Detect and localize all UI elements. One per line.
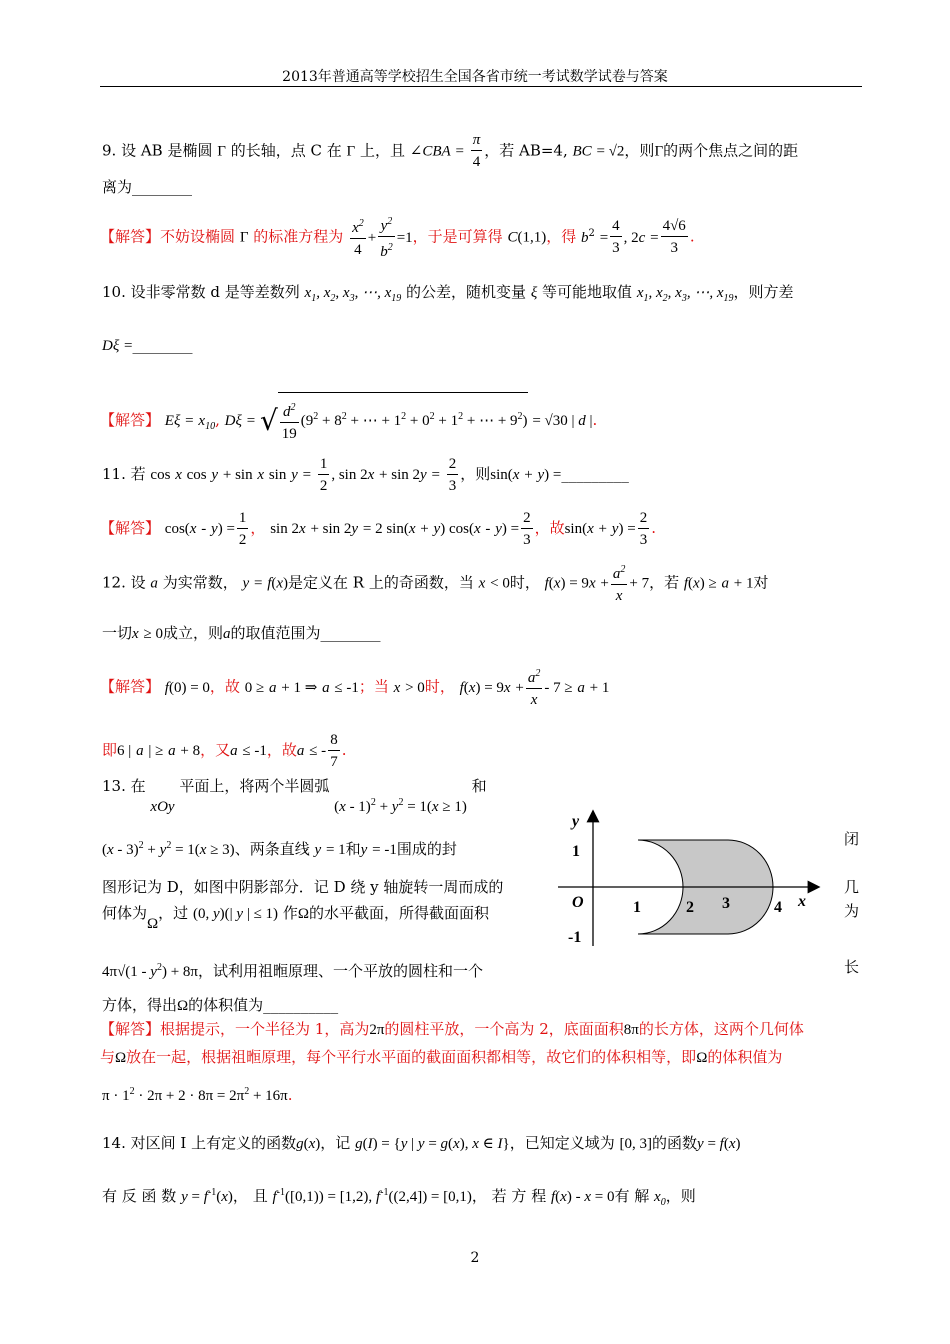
x-tick-3: 3: [722, 895, 730, 912]
question-13-line6: 方体，得出Ω的体积值为__________: [102, 996, 339, 1014]
x-tick-2: 2: [686, 899, 694, 916]
answer-11: 【解答】 cos(x - y) = $\frac{1}{2}$ ， sin 2x + sin 2y = 2 sin(x + y) cos(x - y) = $\frac{2}{3}$ ，故sin(x + y) = $\frac{2}{3}$ .: [100, 509, 656, 548]
x-tick-1: 1: [633, 899, 641, 916]
y-tick-1: 1: [572, 843, 580, 860]
y-tick-neg1: -1: [568, 929, 582, 946]
question-13-text-ji: 几: [844, 878, 860, 896]
question-9-line2: 离为________: [102, 178, 193, 196]
question-9-line1: 9. 设 AB 是椭圆 Γ 的长轴，点 C 在 Γ 上，且 ∠CBA = $\frac{\pi}{4}$ ，若 AB=4, BC = √2，则Γ的两个焦点之间的距: [102, 132, 799, 170]
question-10-line2: Dξ =________: [102, 336, 193, 354]
question-13-text-wei: 为: [844, 902, 860, 920]
answer-10: 【解答】 $E\xi = x_{10}$, Dξ = √ $\frac{d^2}{19}$ ($9^2 + 8^2$ + ⋯ + $1^2 + 0^2 + 1^2$ + ⋯ + $9^2) = √30$ | d |.: [100, 392, 597, 449]
question-11: 11. 若 cos x cos y + sin x sin y = $\frac{1}{2}$ , sin 2x + sin 2y = $\frac{2}{3}$ ，则sin(x + y) =_________: [102, 455, 629, 494]
answer-13-line2: 与Ω放在一起，根据祖暅原理，每个平行水平面的截面面积都相等，故它们的体积相等，即Ω的体积值为: [100, 1048, 783, 1066]
question-14-line2: 有 反 函 数 $y = f^{-1}(x)$， 且 $f^{-1}([0,1)) = [1,2)$, $f^{-1}((2,4]) = [0,1)$， 若 方 程 f(x) - x = 0有 解 $x_0$，则: [102, 1187, 696, 1208]
y-axis-label: y: [572, 813, 580, 830]
question-14-line1: 14. 对区间 I 上有定义的函数g(x)，记 g(I) = {y | y = g(x), x ∈ I}，已知定义域为 [0, 3]的函数y = f(x): [102, 1134, 741, 1152]
answer-13-line3: $\pi \cdot 1^2 \cdot 2\pi + 2 \cdot 8\pi = 2\pi^2 + 16\pi$.: [102, 1086, 293, 1104]
x-tick-4: 4: [774, 899, 782, 916]
question-13-text-bi: 闭: [844, 830, 860, 848]
answer-12-line1: 【解答】 f(0) = 0，故 0 ≥ a + 1 ⇒ a ≤ -1；当 x > 0时， f(x) = 9x + $\frac{a^2}{x}$ - 7 ≥ a + 1: [100, 664, 609, 711]
question-12-line2: 一切x ≥ 0成立，则a的取值范围为________: [102, 624, 381, 642]
question-13-line1: 13. 在 xOy 平面上，将两个半圆弧 $(x - 1)^2 + y^2 = 1(x \ge 1)$ 和: [102, 777, 487, 815]
question-13-line5: $4\pi√(1 - y^2) + 8\pi$，试利用祖暅原理、一个平放的圆柱和一个: [102, 962, 484, 980]
answer-13-line1: 【解答】根据提示，一个半径为 1，高为2π的圆柱平放，一个高为 2，底面面积8π的长方体，这两个几何体: [100, 1020, 804, 1038]
question-12-line1: 12. 设 a 为实常数， y = f(x)是定义在 R 上的奇函数，当 x < 0时， f(x) = 9x + $\frac{a^2}{x}$ + 7，若 f(x) ≥ a + 1对: [102, 560, 769, 607]
origin-label: O: [572, 894, 584, 911]
page-number: 2: [470, 1250, 480, 1266]
question-13-text-chang: 长: [844, 958, 860, 976]
x-axis-label: x: [798, 893, 806, 910]
semicircle-region-figure: [552, 806, 834, 952]
page-header: 2013年普通高等学校招生全国各省市统一考试数学试卷与答案: [282, 69, 668, 85]
question-10-line1: 10. 设非零常数 d 是等差数列 $x_1$, $x_2$, $x_3$, ⋯, $x_{19}$ 的公差，随机变量 ξ 等可能地取值 $x_1$, $x_2$, $x_3$, ⋯, $x_{19}$，则方差: [102, 283, 794, 304]
question-13-line3: 图形记为 D，如图中阴影部分．记 D 绕 y 轴旋转一周而成的: [102, 878, 504, 896]
answer-9: 【解答】不妨设椭圆 Γ 的标准方程为 $\frac{x^2}{4}$ + $\frac{y^2}{b^2}$ =1，于是可算得 C(1,1)，得 $b^2$ = $\frac{4}{3}$ , 2c = $\frac{4√6}{3}$ .: [100, 212, 695, 263]
answer-12-line2: 即6 | a | ≥ a + 8，又a ≤ -1，故a ≤ - $\frac{8}{7}$ .: [102, 731, 347, 770]
question-13-line2: $(x - 3)^2 + y^2 = 1(x \ge 3)$、两条直线 y = 1和y = -1围成的封: [102, 840, 457, 858]
question-13-line4: 何体为Ω，过 (0, y)(| y | ≤ 1) 作Ω的水平截面，所得截面面积: [102, 904, 490, 932]
header-rule: [100, 86, 862, 87]
